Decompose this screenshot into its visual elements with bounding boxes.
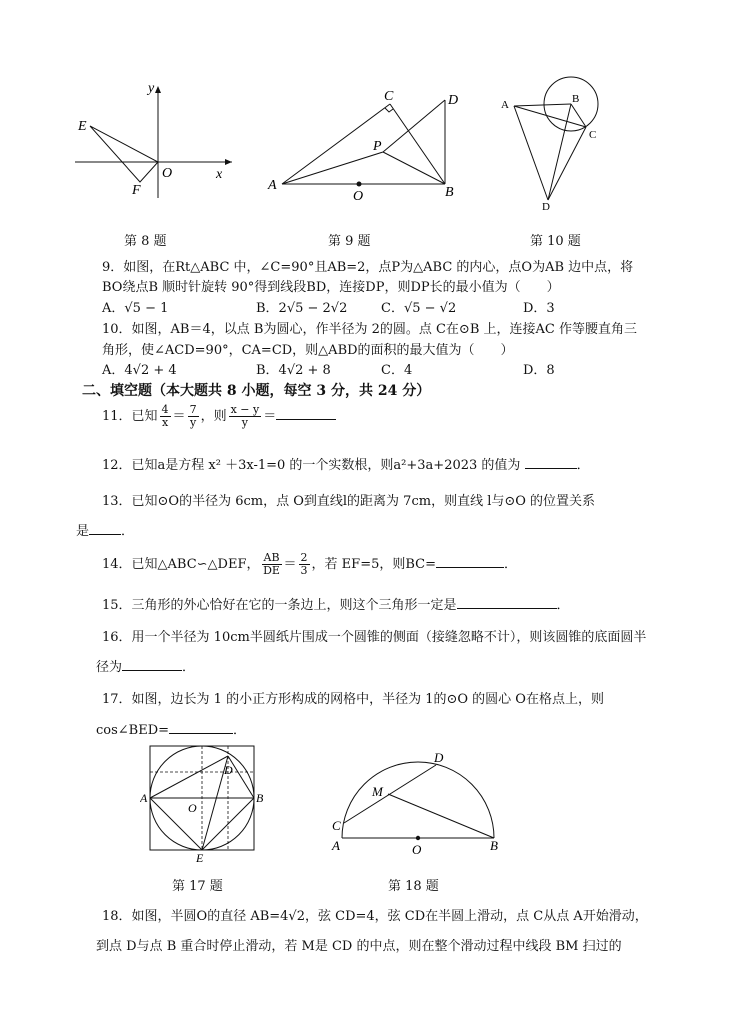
q16-line1: 16．用一个半径为 10cm半圆纸片围成一个圆锥的侧面（接缝忽略不计），则该圆锥的底面圆半 [102,630,647,645]
q12: 12．已知a是方程 x² ＋3x-1=0 的一个实数根，则a²+3a+2023 的值为 ． [102,458,590,473]
fig9-caption: 第 9 题 [328,234,371,249]
q9-option-c: C．√5 − √2 [381,301,457,316]
fig17-label-D: D [224,763,233,777]
q14-frac1-den: DE [263,564,280,577]
q10-option-a: A．4√2 + 4 [102,363,177,378]
q17-prefix: cos∠BED= [96,723,170,738]
q14: 14．已知△ABC∽△DEF， $\frac{AB}{DE}$ ＝ $\frac{2}{3}$ ，若 EF=5，则BC= ． [102,551,518,577]
q10-option-c: C．4 [381,363,413,378]
q17-line2: cos∠BED= ． [96,723,247,738]
fig18-label-M: M [372,784,383,799]
q9-option-d: D．3 [523,301,555,316]
q10-line1: 10．如图，AB＝4，以点 B为圆心，作半径为 2的圆。点 C在⊙B 上，连接AC 作等腰直角三 [102,322,637,337]
q13-prefix: 是 [76,524,90,539]
q18-line1: 18．如图，半圆O的直径 AB=4√2，弦 CD=4，弦 CD在半圆上滑动，点 C从点 A开始滑动， [102,909,648,924]
q10-option-b: B．4√2 + 8 [256,363,331,378]
section-title: 二、填空题（本大题共 8 小题，每空 3 分，共 24 分） [82,383,431,399]
figure-8 [70,80,240,200]
q13-line2: 是 ． [76,524,135,539]
q10-option-d: D．8 [523,363,555,378]
q9-option-a: A．√5 − 1 [102,301,169,316]
q11-suffix: ＝ [263,409,277,424]
q11 [102,404,336,429]
q17-line1: 17．如图，边长为 1 的小正方形构成的网格中，半径为 1的⊙O 的圆心 O在格点上，则 [102,692,604,707]
q11-mid: ，则 [200,409,227,424]
q14-frac2 [299,552,310,577]
fig8-label-E: E [78,119,87,134]
q11-eq: ＝ [172,409,186,424]
q11-frac3-den: y [241,416,248,429]
q12-answer-blank[interactable] [525,456,577,469]
q13-line1: 13．已知⊙O的半径为 6cm，点 O到直线l的距离为 7cm，则直线 l与⊙O 的位置关系 [102,494,596,509]
q16-line2: 径为 ． [96,660,196,675]
fig18-caption: 第 18 题 [388,879,439,894]
fig10-label-B: B [572,93,580,105]
fig8-label-x: x [216,167,223,182]
fig9-label-P: P [373,139,382,154]
fig10-label-D: D [542,201,550,212]
q11-frac3 [229,404,262,429]
fig17-label-E: E [196,851,204,865]
q16-prefix: 径为 [96,660,123,675]
q11-frac1-den: x [161,416,169,429]
q15: 15．三角形的外心恰好在它的一条边上，则这个三角形一定是 ． [102,598,570,613]
fig9-label-C: C [384,89,394,104]
fig9-label-O: O [353,189,364,204]
q11-frac1 [160,404,171,429]
q14-frac1 [262,552,282,577]
q9-line2: BO绕点B 顺时针旋转 90°得到线段BD，连接DP，则DP长的最小值为（ ） [102,280,560,295]
q9-line1: 9．如图，在Rt△ABC 中，∠C=90°且AB=2，点P为△ABC 的内心，点O为AB 边中点，将 [102,260,634,275]
fig9-label-A: A [268,178,277,193]
fig18-label-C: C [332,818,341,833]
q11-prefix: 11．已知 [102,409,158,424]
fig18-label-A: A [332,838,340,853]
q17-answer-blank[interactable] [169,721,233,734]
fig8-label-y: y [148,81,155,96]
fig18-label-B: B [490,838,498,853]
q14-frac2-num: 2 [300,551,308,564]
figure-18 [330,750,510,860]
fig9-label-B: B [445,185,454,200]
q12-text: 12．已知a是方程 x² ＋3x-1=0 的一个实数根，则a²+3a+2023 的值为 [102,458,521,473]
q11-frac2 [188,404,199,429]
q9-option-b: B．2√5 − 2√2 [256,301,348,316]
fig8-caption: 第 8 题 [124,234,167,249]
q11-answer-blank[interactable] [276,407,336,420]
figure-9 [265,88,470,208]
q11-frac2-num: 7 [189,403,197,416]
fig8-label-F: F [132,183,141,198]
q14-suffix: ，若 EF=5，则BC= [311,557,436,572]
fig10-caption: 第 10 题 [530,234,581,249]
q15-answer-blank[interactable] [457,596,557,609]
q14-answer-blank[interactable] [436,555,504,568]
fig17-label-O: O [188,801,197,815]
fig10-label-C: C [589,129,597,141]
figure-17 [140,740,270,866]
fig8-label-O: O [162,166,173,181]
figure-10 [498,72,608,212]
q10-line2: 角形，使∠ACD=90°，CA=CD，则△ABD的面积的最大值为（ ） [102,343,514,358]
fig9-label-D: D [448,93,459,108]
q14-frac2-den: 3 [300,564,308,577]
q16-answer-blank[interactable] [122,658,182,671]
fig17-caption: 第 17 题 [172,879,223,894]
fig18-label-O: O [412,842,422,857]
fig10-label-A: A [501,99,509,111]
q13-answer-blank[interactable] [89,522,121,535]
q15-text: 15．三角形的外心恰好在它的一条边上，则这个三角形一定是 [102,598,457,613]
q11-frac2-den: y [189,416,197,429]
q18-line2: 到点 D与点 B 重合时停止滑动，若 M是 CD 的中点，则在整个滑动过程中线段 BM 扫过的 [96,939,622,954]
fig18-label-D: D [434,750,444,765]
q14-eq: ＝ [283,557,297,572]
fig17-label-A: A [140,791,148,805]
q11-frac1-num: 4 [161,403,169,416]
q11-frac3-num: x − y [230,403,260,416]
q14-frac1-num: AB [263,551,280,564]
q14-prefix: 14．已知△ABC∽△DEF， [102,557,260,572]
fig17-label-B: B [256,791,264,805]
